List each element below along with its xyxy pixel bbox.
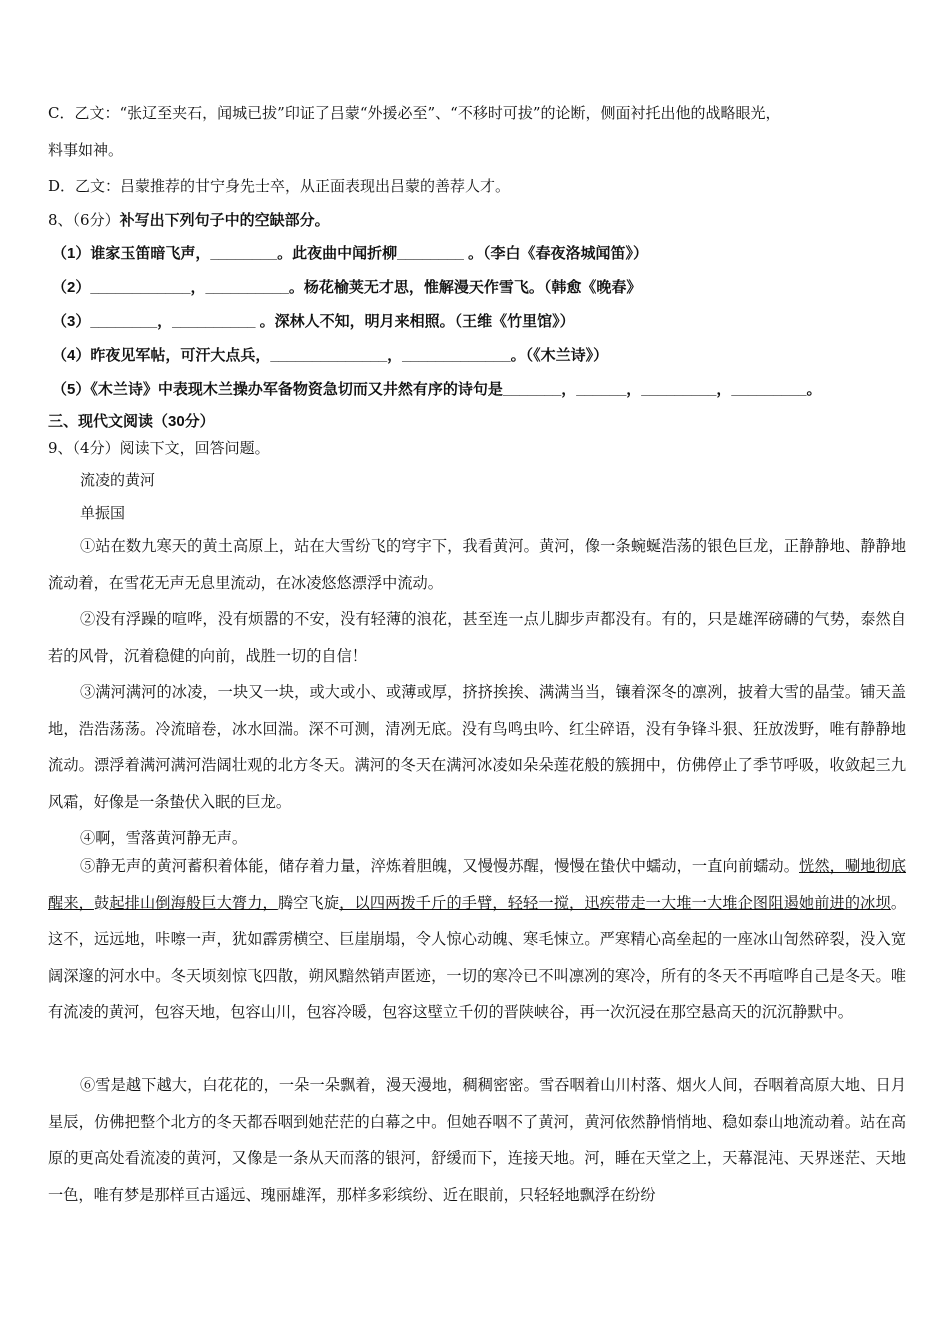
underlined-phrase-1: 恍然，唰地彻底醒来， xyxy=(48,857,907,912)
paragraph-4: ④啊，雪落黄河静无声。 xyxy=(80,829,248,847)
paragraph-1: ①站在数九寒天的黄土高原上，站在大雪纷飞的穹宇下，我看黄河。黄河，像一条蜿蜒浩荡的银色巨龙，正静静地、静静地流动着，在雪花无声无息里流动，在冰凌悠悠漂浮中流动。 xyxy=(48,537,906,592)
paragraph-2: ②没有浮躁的喧哗，没有烦嚣的不安，没有轻薄的浪花，甚至连一点儿脚步声都没有。有的，只是雄浑磅礴的气势，泰然自若的风骨，沉着稳健的向前，战胜一切的自信！ xyxy=(48,610,906,665)
question-8-prompt: 补写出下列句子中的空缺部分。 xyxy=(119,212,330,229)
q8-item-2: （2）____________，__________。杨花榆荚无才思，惟解漫天作雪飞。（韩愈《晚春》 xyxy=(52,279,642,296)
question-8-number: 8、（6分） xyxy=(48,211,120,229)
article-author: 单振国 xyxy=(80,504,126,522)
paragraph-5 xyxy=(48,848,906,1031)
option-c-line1: C．乙文：“张辽至夹石，闻城已拔”印证了吕蒙“外援必至”、“不移时可拔”的论断，侧面衬托出他的战略眼光， xyxy=(48,104,781,122)
option-c-line2: 料事如神。 xyxy=(48,141,124,159)
q8-item-4: （4）昨夜见军帖，可汗大点兵，______________，_____________。（《木兰诗》） xyxy=(52,347,609,364)
question-8-header xyxy=(48,210,330,231)
paragraph-5-text-a: ⑤静无声的黄河蓄积着体能，储存着力量，淬炼着胆魄，又慢慢苏醒，慢慢在蛰伏中蠕动，一直向前蠕动。 xyxy=(80,857,800,875)
article-title: 流凌的黄河 xyxy=(80,471,156,489)
q8-item-5: （5）《木兰诗》中表现木兰操办军备物资急切而又井然有序的诗句是_______，______，_________，_________。 xyxy=(52,381,822,398)
paragraph-3: ③满河满河的冰凌，一块又一块，或大或小、或薄或厚，挤挤挨挨、满满当当，镶着深冬的凛冽，披着大雪的晶莹。铺天盖地，浩浩荡荡。冷流暗卷，冰水回湍。深不可测，清冽无底。没有鸟鸣虫吟、红尘碎语，没有争锋斗狠、狂放泼野，唯有静静地流动。漂浮着满河满河浩阔壮观的北方冬天。满河的冬天在满河冰凌如朵朵莲花般的簇拥中，仿佛停止了季节呼吸，收敛起三九风霜，好像是一条蛰伏入眠的巨龙。 xyxy=(48,683,906,811)
underlined-phrase-3: ，以四两拨千斤的手臂，轻轻一搅，迅疾带 xyxy=(339,893,631,912)
paragraph-5-text-b: 鼓 xyxy=(93,893,110,912)
q8-item-1: （1）谁家玉笛暗飞声，________。此夜曲中闻折柳________ 。（李白《春夜洛城闻笛》） xyxy=(52,245,648,262)
question-9-prompt: 9、（4分）阅读下文，回答问题。 xyxy=(48,439,270,457)
underlined-phrase-2: 起排山倒海般巨大膂力， xyxy=(109,893,278,912)
underlined-phrase-4: 走一大堆一大堆企图阻遏她前进的冰坝 xyxy=(630,893,891,912)
option-d: D．乙文：吕蒙推荐的甘宁身先士卒，从正面表现出吕蒙的善荐人才。 xyxy=(48,177,511,195)
paragraph-5-text-d: 。这不，远远地，咔嚓一声，犹如霹雳横空、巨崖崩塌，令人惊心动魄、寒毛悚立。严寒精心高垒起的一座冰山訇然碎裂，没入宽阔深邃的河水中。冬天顷刻惊飞四散，朔风黯然销声匿迹，一切的寒冷已不叫凛冽的寒冷，所有的冬天不再喧哗自己是冬天。唯有流凌的黄河，包容天地，包容山川，包容冷暖，包容这壁立千仞的晋陕峡谷，再一次沉浸在那空悬高天的沉沉静默中。 xyxy=(48,893,907,1021)
paragraph-5-text-c: 腾空飞旋 xyxy=(277,893,340,912)
paragraph-6: ⑥雪是越下越大，白花花的，一朵一朵飘着，漫天漫地，稠稠密密。雪吞咽着山川村落、烟火人间，吞咽着高原大地、日月星辰，仿佛把整个北方的冬天都吞咽到她茫茫的白幕之中。但她吞咽不了黄河，黄河依然静悄悄地、稳如泰山地流动着。站在高原的更高处看流凌的黄河，又像是一条从天而落的银河，舒缓而下，连接天地。河，睡在天堂之上，天幕混沌、天界迷茫、天地一色，唯有梦是那样亘古遥远、瑰丽雄浑，那样多彩缤纷、近在眼前，只轻轻地飘浮在纷纷 xyxy=(48,1076,906,1204)
section-3-heading: 三、现代文阅读（30分） xyxy=(48,413,215,430)
q8-item-3: （3）________，__________ 。深林人不知，明月来相照。（王维《竹里馆》） xyxy=(52,313,575,330)
